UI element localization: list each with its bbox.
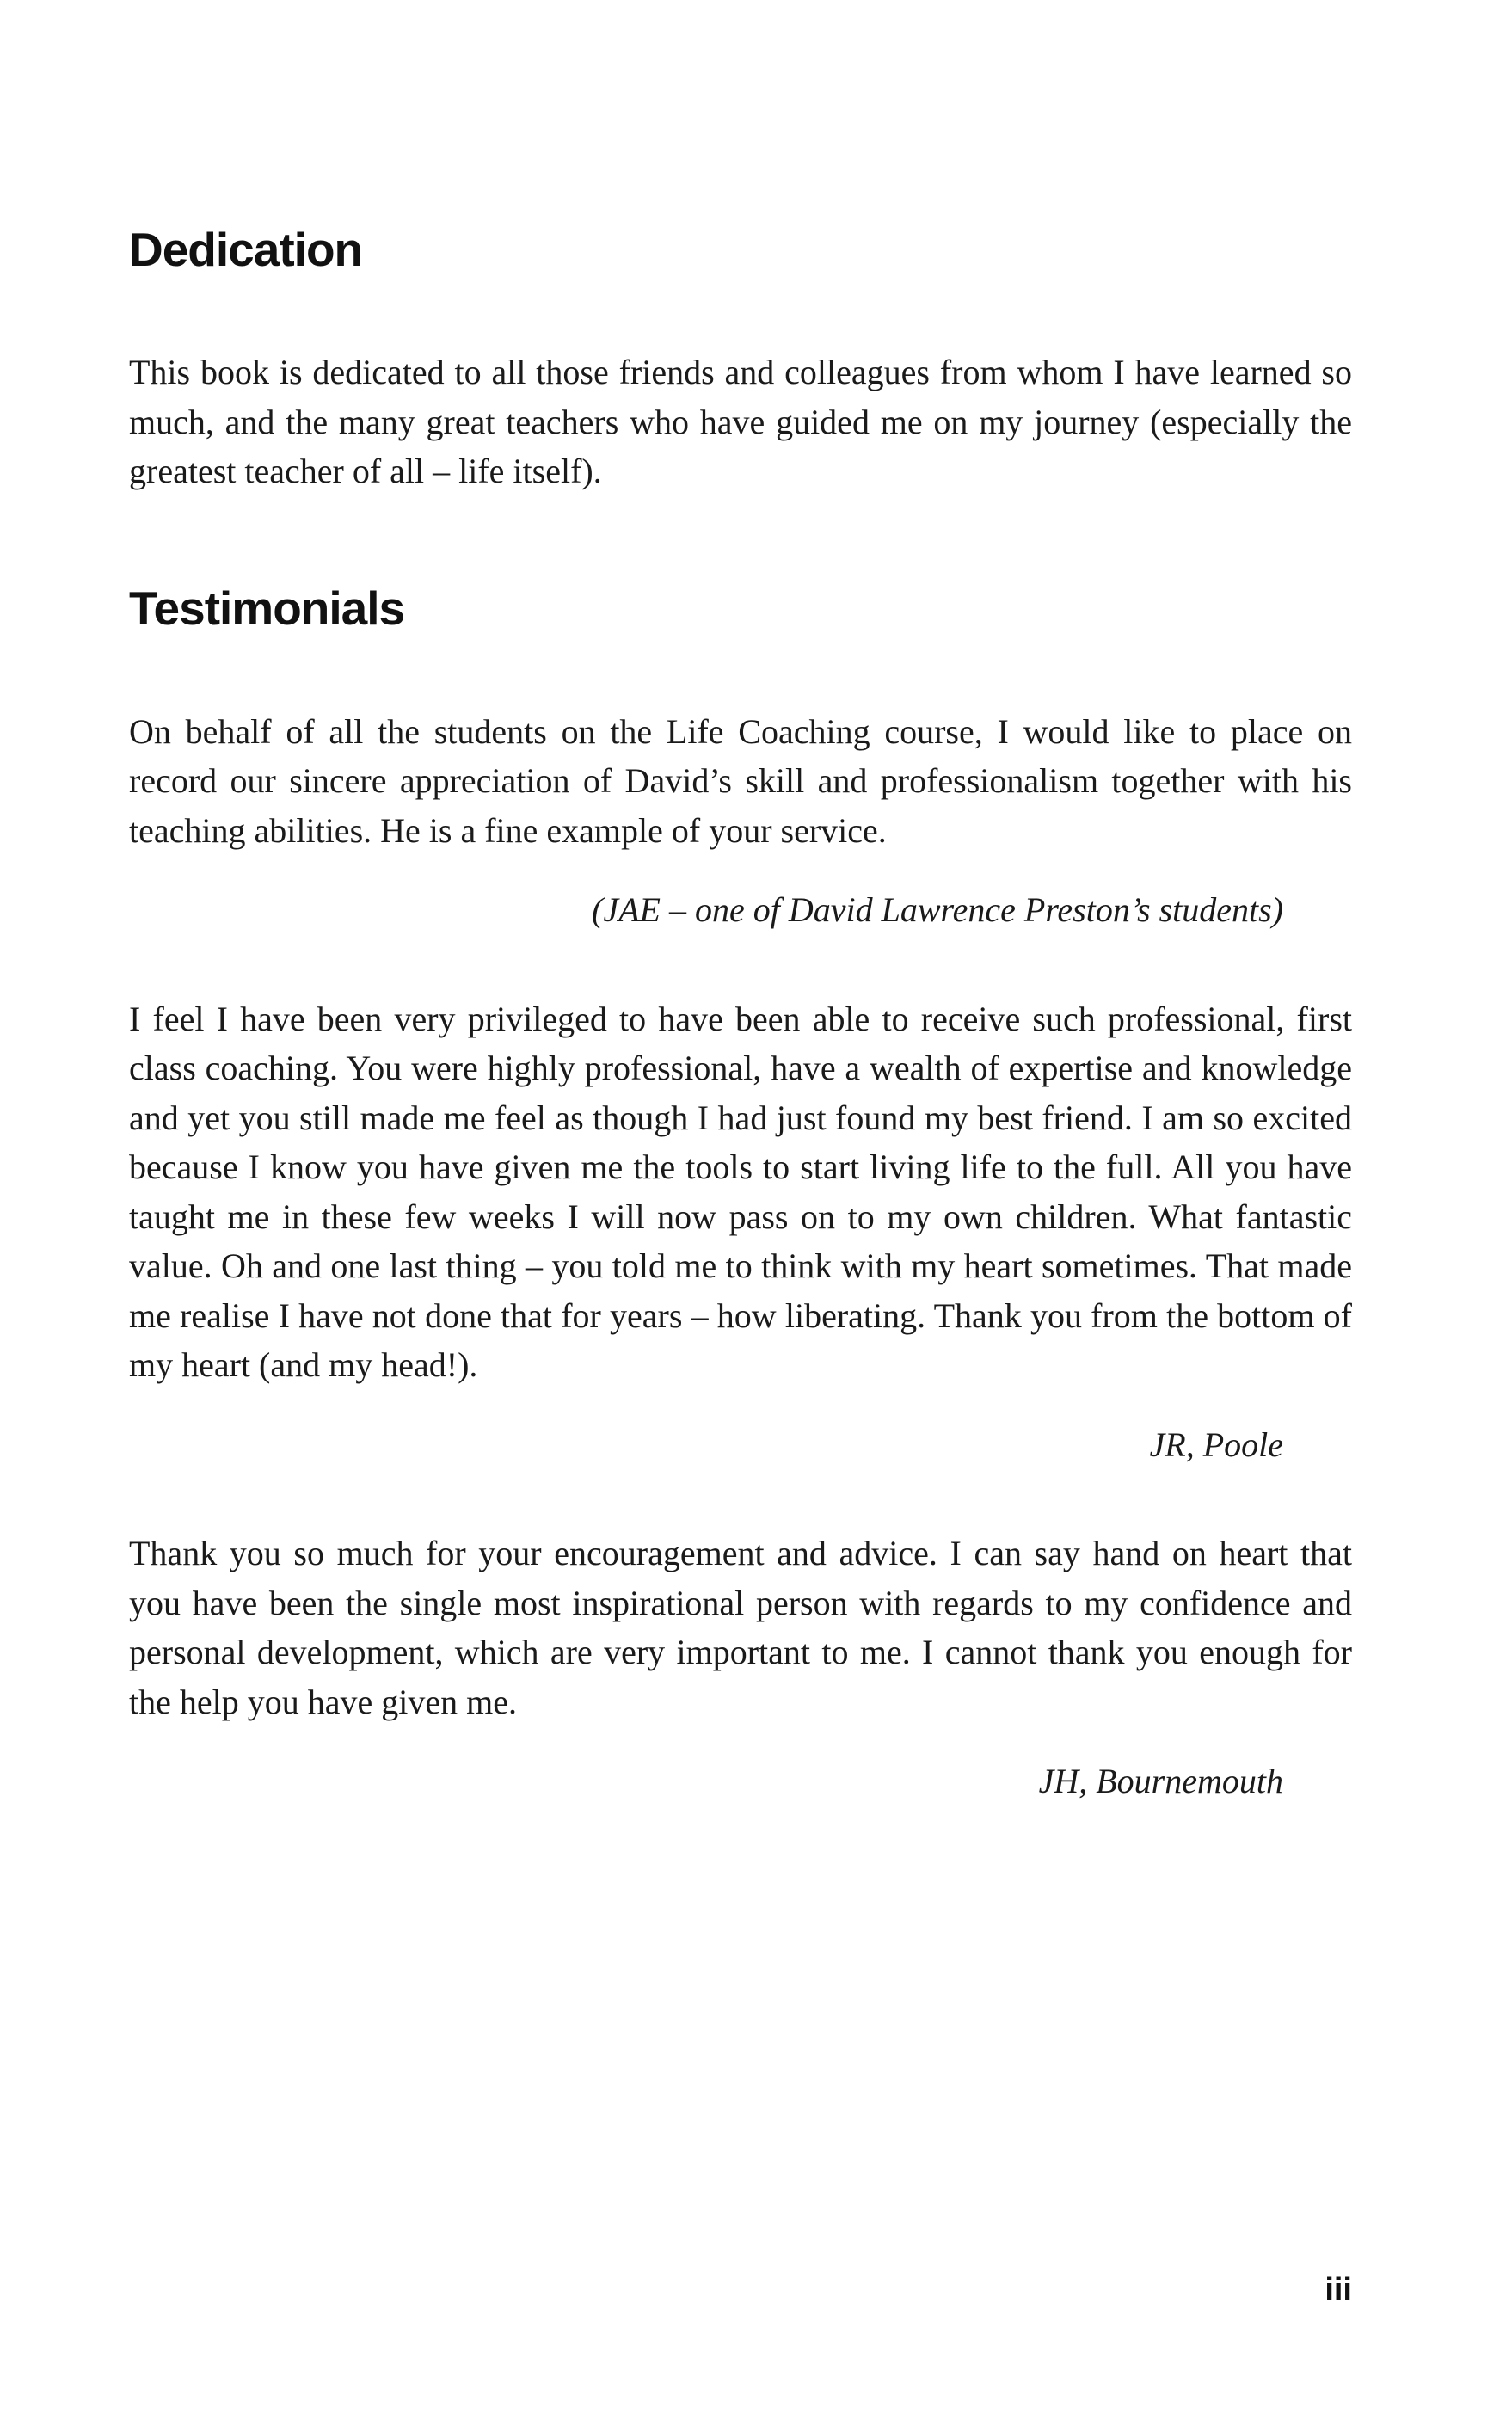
testimonial-attribution-2: JR, Poole <box>1149 1424 1283 1464</box>
testimonial-text-1: On behalf of all the students on the Life Coaching course, I would like to place on record our sincere appreciation of David’s skill and professionalism together with his teaching abilities. He is a fine example of your service. <box>129 711 1352 850</box>
dedication-heading: Dedication <box>129 223 363 276</box>
testimonial-attribution-1: (JAE – one of David Lawrence Preston’s students) <box>592 890 1283 929</box>
testimonial-attribution-3: JH, Bournemouth <box>1038 1762 1283 1800</box>
dedication-paragraph: This book is dedicated to all those friends and colleagues from whom I have learned so much, and the many great teachers who have guided me on my journey (especially the greatest teacher of all – life itself). <box>129 353 1352 490</box>
testimonial-text-3: Thank you so much for your encouragement and advice. I can say hand on heart that you have been the single most inspirational person with regards to my confidence and personal development, which are very important to me. I cannot thank you enough for the help you have given me. <box>129 1534 1352 1721</box>
page-number: iii <box>1325 2272 1352 2308</box>
page-content <box>129 219 1352 1806</box>
testimonials-heading: Testimonials <box>129 581 405 635</box>
testimonial-text-2: I feel I have been very privileged to have been able to receive such professional, first class coaching. You were highly professional, have a wealth of expertise and knowledge and yet you still made me feel as though I had just found my best friend. I am so excited because I know you have given me the tools to start living life to the full. All you have taught me in these few weeks I will now pass on to my own children. What fantastic value. Oh and one last thing – you told me to think with my heart sometimes. That made me realise I have not done that for years – how liberating. Thank you from the bottom of my heart (and my head!). <box>129 999 1352 1384</box>
